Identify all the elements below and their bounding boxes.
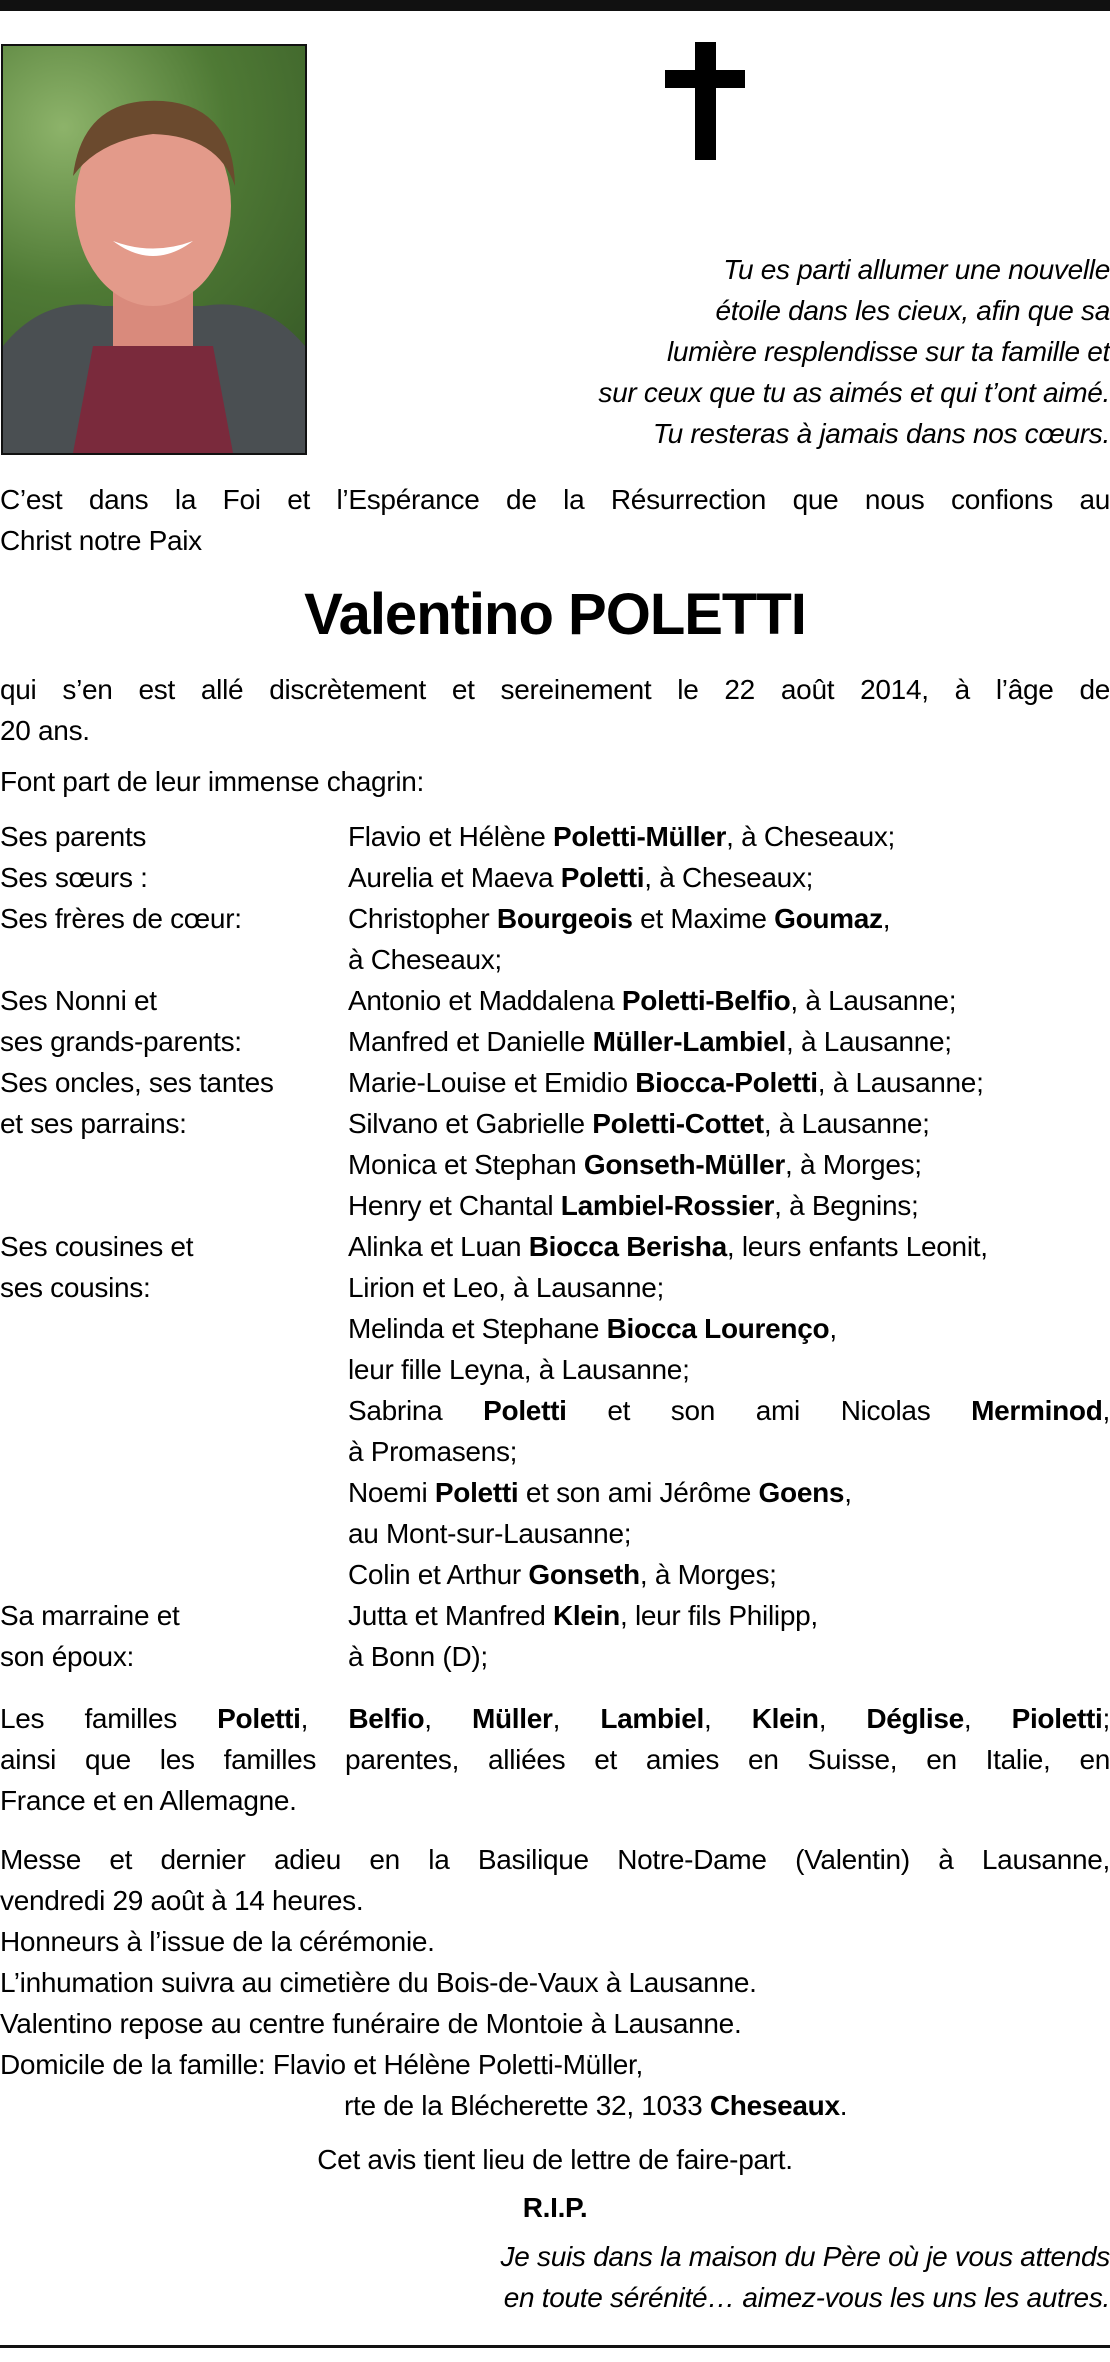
relation-label: ses grands-parents:	[0, 1026, 242, 1057]
address-end: .	[839, 2090, 848, 2121]
relation-label: Ses sœurs :	[0, 862, 148, 893]
family-row	[0, 1308, 1110, 1349]
relatives	[348, 1144, 1110, 1185]
text-segment: et son ami Nicolas	[566, 1395, 972, 1426]
poem	[0, 249, 1110, 454]
surname: Merminod	[971, 1395, 1103, 1426]
surname: Pioletti	[1011, 1703, 1103, 1734]
notice	[0, 2139, 1110, 2180]
relation-label: Ses oncles, ses tantes	[0, 1067, 274, 1098]
families-line	[0, 1780, 1110, 1821]
ceremony-line: Domicile de la famille: Flavio et Hélène Poletti-Müller,	[0, 2049, 644, 2080]
surname: Müller	[471, 1703, 553, 1734]
closing-verse	[0, 2236, 1110, 2318]
text-segment: , à Lausanne;	[817, 1067, 984, 1098]
relation-label	[0, 1431, 348, 1472]
relation-label: son époux:	[0, 1641, 134, 1672]
text-segment: Lirion et Leo, à Lausanne;	[348, 1272, 665, 1303]
surname: Poletti-Cottet	[592, 1108, 764, 1139]
surname: Gonseth	[528, 1559, 640, 1590]
family-row	[0, 1267, 1110, 1308]
text-segment: , à Lausanne;	[785, 1026, 952, 1057]
text-segment: ,	[829, 1313, 837, 1344]
rip	[0, 2187, 1110, 2228]
deceased-name: Valentino POLETTI	[304, 582, 806, 647]
text-segment: Antonio et Maddalena	[348, 985, 622, 1016]
relatives	[348, 1636, 1110, 1677]
relatives	[348, 1267, 1110, 1308]
relatives	[348, 816, 1110, 857]
family-row	[0, 1062, 1110, 1103]
text-segment: , à Begnins;	[774, 1190, 919, 1221]
family-row	[0, 980, 1110, 1021]
surname: Poletti	[217, 1703, 301, 1734]
relatives	[348, 1308, 1110, 1349]
relation-label	[0, 1513, 348, 1554]
ceremony-line: Honneurs à l’issue de la cérémonie.	[0, 1926, 435, 1957]
family-row	[0, 816, 1110, 857]
relatives	[348, 980, 1110, 1021]
address-line	[0, 2085, 1110, 2126]
text-segment: , leur fils Philipp,	[619, 1600, 818, 1631]
text-segment: France et en Allemagne.	[0, 1785, 297, 1816]
surname: Gonseth-Müller	[583, 1149, 786, 1180]
relation-label: et ses parrains:	[0, 1108, 187, 1139]
ceremony-info	[0, 1839, 1110, 2126]
intro	[0, 479, 1110, 561]
family-row	[0, 1390, 1110, 1431]
surname: Lambiel-Rossier	[560, 1190, 775, 1221]
surname: Müller-Lambiel	[592, 1026, 786, 1057]
text-segment: et son ami Jérôme	[518, 1477, 759, 1508]
surname: Poletti	[434, 1477, 519, 1508]
text-segment: , à Lausanne;	[763, 1108, 930, 1139]
surname: Klein	[751, 1703, 819, 1734]
text-segment: au Mont-sur-Lausanne;	[348, 1518, 632, 1549]
intro-line: Christ notre Paix	[0, 525, 202, 556]
text-segment: Christopher	[348, 903, 497, 934]
relatives	[348, 1185, 1110, 1226]
family-list	[0, 816, 1110, 1677]
address-street: rte de la Blécherette 32, 1033	[344, 2090, 710, 2121]
relatives	[348, 1349, 1110, 1390]
poem-line: sur ceux que tu as aimés et qui t’ont aimé.	[598, 377, 1110, 408]
relation-label: ses cousins:	[0, 1272, 151, 1303]
text-segment: , à Cheseaux;	[726, 821, 896, 852]
text-segment: Colin et Arthur	[348, 1559, 529, 1590]
family-row	[0, 1349, 1110, 1390]
surname: Goens	[758, 1477, 845, 1508]
ceremony-line: Messe et dernier adieu en la Basilique Notre-Dame (Valentin) à Lausanne,	[0, 1844, 1110, 1875]
announce-text: Font part de leur immense chagrin:	[0, 766, 425, 797]
address-city: Cheseaux	[709, 2090, 840, 2121]
relation-label: Ses cousines et	[0, 1231, 194, 1262]
relatives	[348, 1472, 1110, 1513]
surname: Klein	[553, 1600, 620, 1631]
surname: Lambiel	[600, 1703, 705, 1734]
text-segment: , à Lausanne;	[790, 985, 957, 1016]
text-segment: , à Morges;	[785, 1149, 922, 1180]
text-segment: , à Cheseaux;	[644, 862, 814, 893]
relation-label	[0, 1185, 348, 1226]
surname: Belfio	[348, 1703, 425, 1734]
relation-label: Ses frères de cœur:	[0, 903, 242, 934]
closing-line: en toute sérénité… aimez-vous les uns les autres.	[503, 2282, 1110, 2313]
text-segment: Silvano et Gabrielle	[348, 1108, 593, 1139]
family-row	[0, 857, 1110, 898]
notice-text: Cet avis tient lieu de lettre de faire-part.	[317, 2144, 793, 2175]
text-segment: Jutta et Manfred	[348, 1600, 554, 1631]
relation-label	[0, 1308, 348, 1349]
relation-label: Sa marraine et	[0, 1600, 180, 1631]
text-segment: et Maxime	[632, 903, 775, 934]
relatives	[348, 1513, 1110, 1554]
ceremony-line: vendredi 29 août à 14 heures.	[0, 1885, 364, 1916]
announce	[0, 761, 1110, 802]
families-line	[0, 1698, 1110, 1739]
text-segment: Melinda et Stephane	[348, 1313, 607, 1344]
relation-label: Ses parents	[0, 821, 147, 852]
surname: Biocca Berisha	[528, 1231, 727, 1262]
death-notice-line: 20 ans.	[0, 715, 90, 746]
relatives	[348, 1103, 1110, 1144]
ceremony-line: Valentino repose au centre funéraire de Montoie à Lausanne.	[0, 2008, 742, 2039]
family-row	[0, 1472, 1110, 1513]
family-row	[0, 898, 1110, 939]
text-segment: ,	[818, 1703, 867, 1734]
text-segment: Aurelia et Maeva	[348, 862, 561, 893]
family-row	[0, 1554, 1110, 1595]
rip-text: R.I.P.	[522, 2192, 588, 2223]
family-row	[0, 1595, 1110, 1636]
death-notice-line: qui s’en est allé discrètement et sereinement le 22 août 2014, à l’âge de	[0, 674, 1110, 705]
relation-label: Ses Nonni et	[0, 985, 157, 1016]
family-row	[0, 1144, 1110, 1185]
cross-icon	[695, 42, 716, 160]
text-segment: ,	[704, 1703, 752, 1734]
text-segment: Marie-Louise et Emidio	[348, 1067, 636, 1098]
surname: Biocca-Poletti	[635, 1067, 818, 1098]
surname: Poletti	[483, 1395, 567, 1426]
relatives	[348, 1226, 1110, 1267]
text-segment: Les familles	[0, 1703, 218, 1734]
relatives	[348, 1554, 1110, 1595]
poem-line: Tu es parti allumer une nouvelle	[723, 254, 1110, 285]
text-segment: Alinka et Luan	[348, 1231, 529, 1262]
relatives	[348, 1062, 1110, 1103]
closing-line: Je suis dans la maison du Père où je vous attends	[500, 2241, 1110, 2272]
family-row	[0, 1185, 1110, 1226]
family-row	[0, 1103, 1110, 1144]
text-segment: ,	[552, 1703, 601, 1734]
bottom-rule	[0, 2345, 1110, 2348]
relatives	[348, 1021, 1110, 1062]
relation-label	[0, 939, 348, 980]
cross-icon-bar	[665, 70, 745, 88]
poem-line: Tu resteras à jamais dans nos cœurs.	[652, 418, 1110, 449]
text-segment: à Bonn (D);	[348, 1641, 488, 1672]
text-segment: ,	[300, 1703, 349, 1734]
poem-line: lumière resplendisse sur ta famille et	[666, 336, 1110, 367]
text-segment: Noemi	[348, 1477, 435, 1508]
text-segment: ,	[963, 1703, 1012, 1734]
family-row	[0, 1431, 1110, 1472]
family-row	[0, 1636, 1110, 1677]
text-segment: à Promasens;	[348, 1436, 518, 1467]
family-row	[0, 1021, 1110, 1062]
relatives	[348, 898, 1110, 939]
top-rule	[0, 0, 1110, 11]
relation-label	[0, 1390, 348, 1431]
surname: Bourgeois	[496, 903, 633, 934]
text-segment: ,	[844, 1477, 852, 1508]
surname: Déglise	[866, 1703, 964, 1734]
text-segment: leur fille Leyna, à Lausanne;	[348, 1354, 690, 1385]
relation-label	[0, 1349, 348, 1390]
surname: Poletti-Müller	[553, 821, 727, 852]
text-segment: Manfred et Danielle	[348, 1026, 593, 1057]
families-paragraph	[0, 1698, 1110, 1821]
surname: Biocca Lourenço	[606, 1313, 830, 1344]
text-segment: ,	[882, 903, 891, 934]
text-segment: Sabrina	[348, 1395, 484, 1426]
text-segment: , à Morges;	[639, 1559, 777, 1590]
relation-label	[0, 1144, 348, 1185]
surname: Goumaz	[774, 903, 883, 934]
relatives	[348, 1431, 1110, 1472]
relation-label	[0, 1554, 348, 1595]
text-segment: Flavio et Hélène	[348, 821, 554, 852]
intro-line: C’est dans la Foi et l’Espérance de la Résurrection que nous confions au	[0, 484, 1110, 515]
family-row	[0, 939, 1110, 980]
death-notice	[0, 669, 1110, 751]
surname: Poletti-Belfio	[621, 985, 791, 1016]
text-segment: ,	[1102, 1395, 1110, 1426]
surname: Poletti	[560, 862, 645, 893]
text-segment: ,	[424, 1703, 472, 1734]
text-segment: ainsi que les familles parentes, alliées et amies en Suisse, en Italie, en	[0, 1744, 1110, 1775]
families-line	[0, 1739, 1110, 1780]
text-segment: Monica et Stephan	[348, 1149, 584, 1180]
text-segment: , leurs enfants Leonit,	[726, 1231, 988, 1262]
relatives	[348, 939, 1110, 980]
family-row	[0, 1226, 1110, 1267]
text-segment: ;	[1102, 1703, 1110, 1734]
relatives	[348, 1595, 1110, 1636]
relatives	[348, 857, 1110, 898]
relation-label	[0, 1472, 348, 1513]
family-row	[0, 1513, 1110, 1554]
ceremony-line: L’inhumation suivra au cimetière du Bois-de-Vaux à Lausanne.	[0, 1967, 757, 1998]
relatives	[348, 1390, 1110, 1431]
text-segment: Henry et Chantal	[348, 1190, 561, 1221]
poem-line: étoile dans les cieux, afin que sa	[715, 295, 1110, 326]
text-segment: à Cheseaux;	[348, 944, 502, 975]
